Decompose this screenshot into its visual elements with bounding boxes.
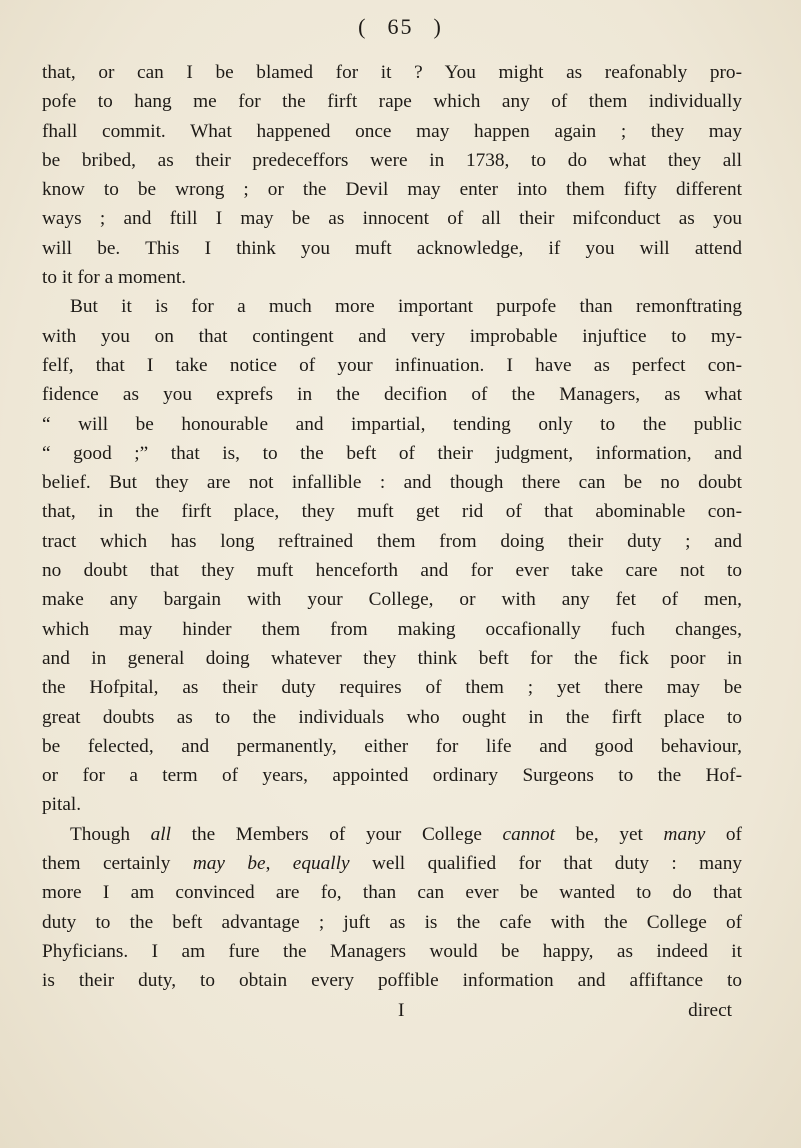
text-line: be bribed, as their predeceffors were in 1738, to do what they all	[42, 149, 742, 171]
text-line: the Hofpital, as their duty requires of them ; yet there may be	[42, 677, 742, 699]
text-line: ways ; and ftill I may be as innocent of all their mifconduct as you	[42, 208, 742, 230]
text-line: will be. This I think you muft acknowledge, if you will attend	[42, 237, 742, 259]
text-line: and in general doing whatever they think beft for the fick poor in	[42, 647, 742, 669]
text-line: pofe to hang me for the firft rape which any of them individually	[42, 91, 742, 113]
text-line: that, or can I be blamed for it ? You might as reafonably pro-	[42, 62, 742, 83]
text-line: great doubts as to the individuals who ought in the firft place to	[42, 706, 742, 728]
page-number: 65	[387, 14, 414, 39]
header-close-paren: )	[433, 14, 443, 39]
text-line: “ will be honourable and impartial, tending only to the public	[42, 413, 742, 435]
text-line: be felected, and permanently, either for life and good behaviour,	[42, 735, 742, 757]
text-line: is their duty, to obtain every poffible information and affiftance to	[42, 970, 742, 992]
italic-run: all	[150, 823, 171, 845]
text-line: to it for a moment.	[42, 267, 187, 289]
text-run: them certainly	[42, 853, 193, 875]
text-run: the Members of your College	[170, 823, 503, 845]
text-line: Phyficians. I am fure the Managers would be happy, as indeed it	[42, 940, 742, 962]
text-run: be, yet	[555, 823, 664, 845]
text-line: belief. But they are not infallible : and though there can be no doubt	[42, 472, 742, 494]
text-line: fhall commit. What happened once may happen again ; they may	[42, 120, 742, 142]
text-run: Though	[70, 823, 151, 845]
text-line: that, in the firft place, they muft get rid of that abominable con-	[42, 501, 742, 523]
text-line: But it is for a much more important purpofe than remonftrating	[70, 296, 742, 318]
header-open-paren: (	[358, 14, 368, 39]
text-line: know to be wrong ; or the Devil may enter into them fifty different	[42, 179, 742, 201]
text-run: ,	[265, 853, 293, 875]
italic-run: many	[663, 823, 706, 845]
page-header	[0, 14, 801, 40]
text-line: which may hinder them from making occafionally fuch changes,	[42, 618, 742, 640]
text-run: of	[705, 823, 742, 845]
signature-mark: I	[398, 999, 405, 1021]
text-line: more I am convinced are fo, than can ever be wanted to do that	[42, 882, 742, 904]
text-run: well qualified for that duty : many	[349, 853, 743, 875]
catchword: direct	[688, 999, 732, 1021]
text-line: “ good ;” that is, to the beft of their judgment, information, and	[42, 442, 742, 464]
text-line	[42, 849, 742, 878]
text-line: felf, that I take notice of your infinuation. I have as perfect con-	[42, 354, 742, 376]
italic-run: equally	[292, 853, 350, 875]
text-line: duty to the beft advantage ; juft as is the cafe with the College of	[42, 911, 742, 933]
text-line: fidence as you exprefs in the decifion of the Managers, as what	[42, 384, 742, 406]
page-footer	[42, 996, 742, 1025]
body-text	[42, 58, 742, 1025]
italic-run: cannot	[502, 823, 556, 845]
italic-run: may be	[192, 853, 266, 875]
text-line: pital.	[42, 794, 82, 816]
text-line	[42, 820, 742, 849]
text-line: or for a term of years, appointed ordinary Surgeons to the Hof-	[42, 765, 742, 787]
text-line: tract which has long reftrained them from doing their duty ; and	[42, 530, 742, 552]
text-line: make any bargain with your College, or with any fet of men,	[42, 589, 742, 611]
text-line: with you on that contingent and very improbable injuftice to my-	[42, 325, 742, 347]
text-line: no doubt that they muft henceforth and for ever take care not to	[42, 560, 742, 582]
